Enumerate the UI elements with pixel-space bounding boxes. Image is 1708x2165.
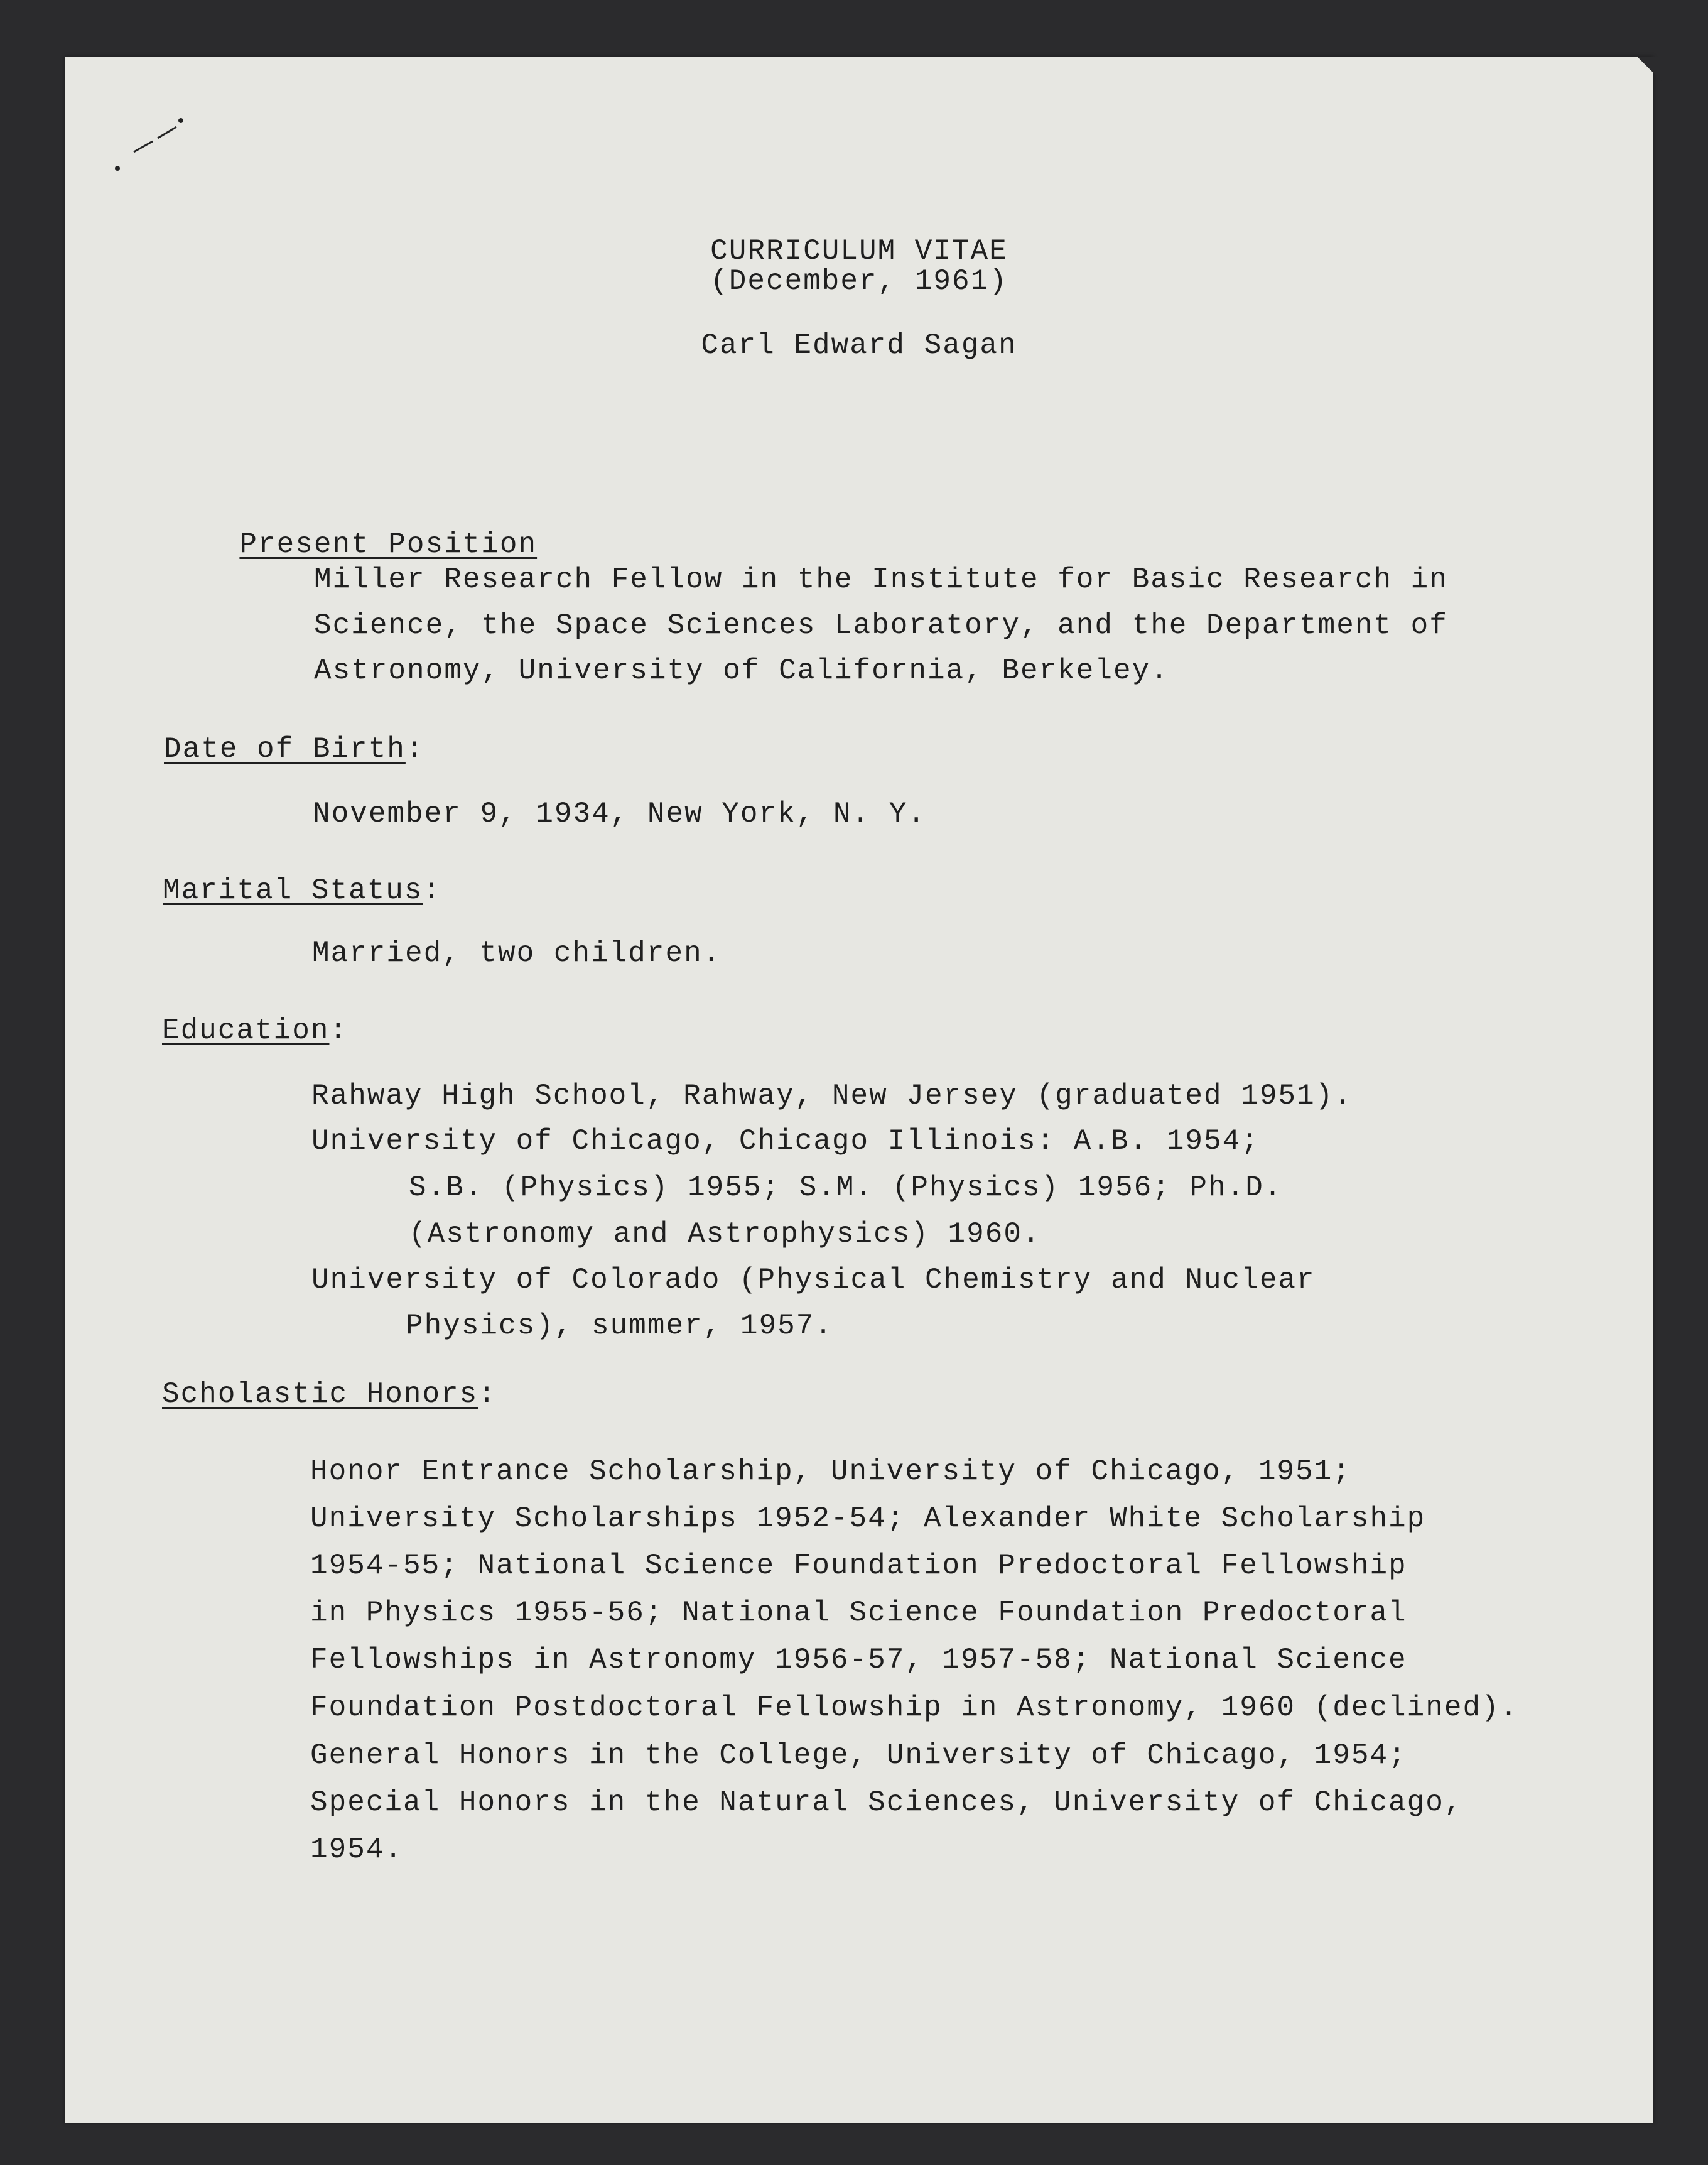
document-page <box>65 57 1653 2123</box>
date-of-birth-heading: Date of Birth: <box>164 733 424 766</box>
pencil-mark <box>109 113 197 176</box>
honors-line: General Honors in the College, University of Chicago, 1954; <box>310 1739 1407 1772</box>
document-date: (December, 1961) <box>710 265 1008 298</box>
education-line: University of Colorado (Physical Chemistry and Nuclear <box>311 1264 1316 1296</box>
honors-line: University Scholarships 1952-54; Alexander White Scholarship <box>310 1502 1426 1535</box>
education-line: S.B. (Physics) 1955; S.M. (Physics) 1956; Ph.D. <box>409 1171 1283 1204</box>
person-name: Carl Edward Sagan <box>701 329 1017 362</box>
honors-line: Honor Entrance Scholarship, University of Chicago, 1951; <box>310 1455 1351 1488</box>
honors-line: 1954-55; National Science Foundation Predoctoral Fellowship <box>310 1549 1407 1582</box>
present-position-line: Science, the Space Sciences Laboratory, and the Department of <box>314 609 1448 642</box>
honors-line: 1954. <box>310 1833 404 1866</box>
education-heading: Education: <box>162 1014 349 1047</box>
scholastic-honors-heading: Scholastic Honors: <box>162 1378 497 1411</box>
document-title: CURRICULUM VITAE <box>710 235 1008 268</box>
date-of-birth-value: November 9, 1934, New York, N. Y. <box>313 798 926 830</box>
honors-line: Foundation Postdoctoral Fellowship in Astronomy, 1960 (declined). <box>310 1691 1519 1724</box>
marital-status-heading: Marital Status: <box>163 874 442 907</box>
marital-status-value: Married, two children. <box>312 937 722 970</box>
honors-line: Special Honors in the Natural Sciences, University of Chicago, <box>310 1786 1463 1819</box>
present-position-line: Astronomy, University of California, Berkeley. <box>314 654 1169 687</box>
present-position-line: Miller Research Fellow in the Institute for Basic Research in <box>314 563 1448 596</box>
education-line: Physics), summer, 1957. <box>406 1310 833 1342</box>
honors-line: in Physics 1955-56; National Science Foundation Predoctoral <box>310 1597 1407 1629</box>
education-line: (Astronomy and Astrophysics) 1960. <box>409 1218 1041 1251</box>
page-corner <box>1637 57 1662 82</box>
education-line: Rahway High School, Rahway, New Jersey (graduated 1951). <box>311 1080 1353 1112</box>
education-line: University of Chicago, Chicago Illinois: A.B. 1954; <box>311 1125 1260 1158</box>
present-position-heading: Present Position <box>239 528 538 561</box>
honors-line: Fellowships in Astronomy 1956-57, 1957-58; National Science <box>310 1644 1407 1676</box>
